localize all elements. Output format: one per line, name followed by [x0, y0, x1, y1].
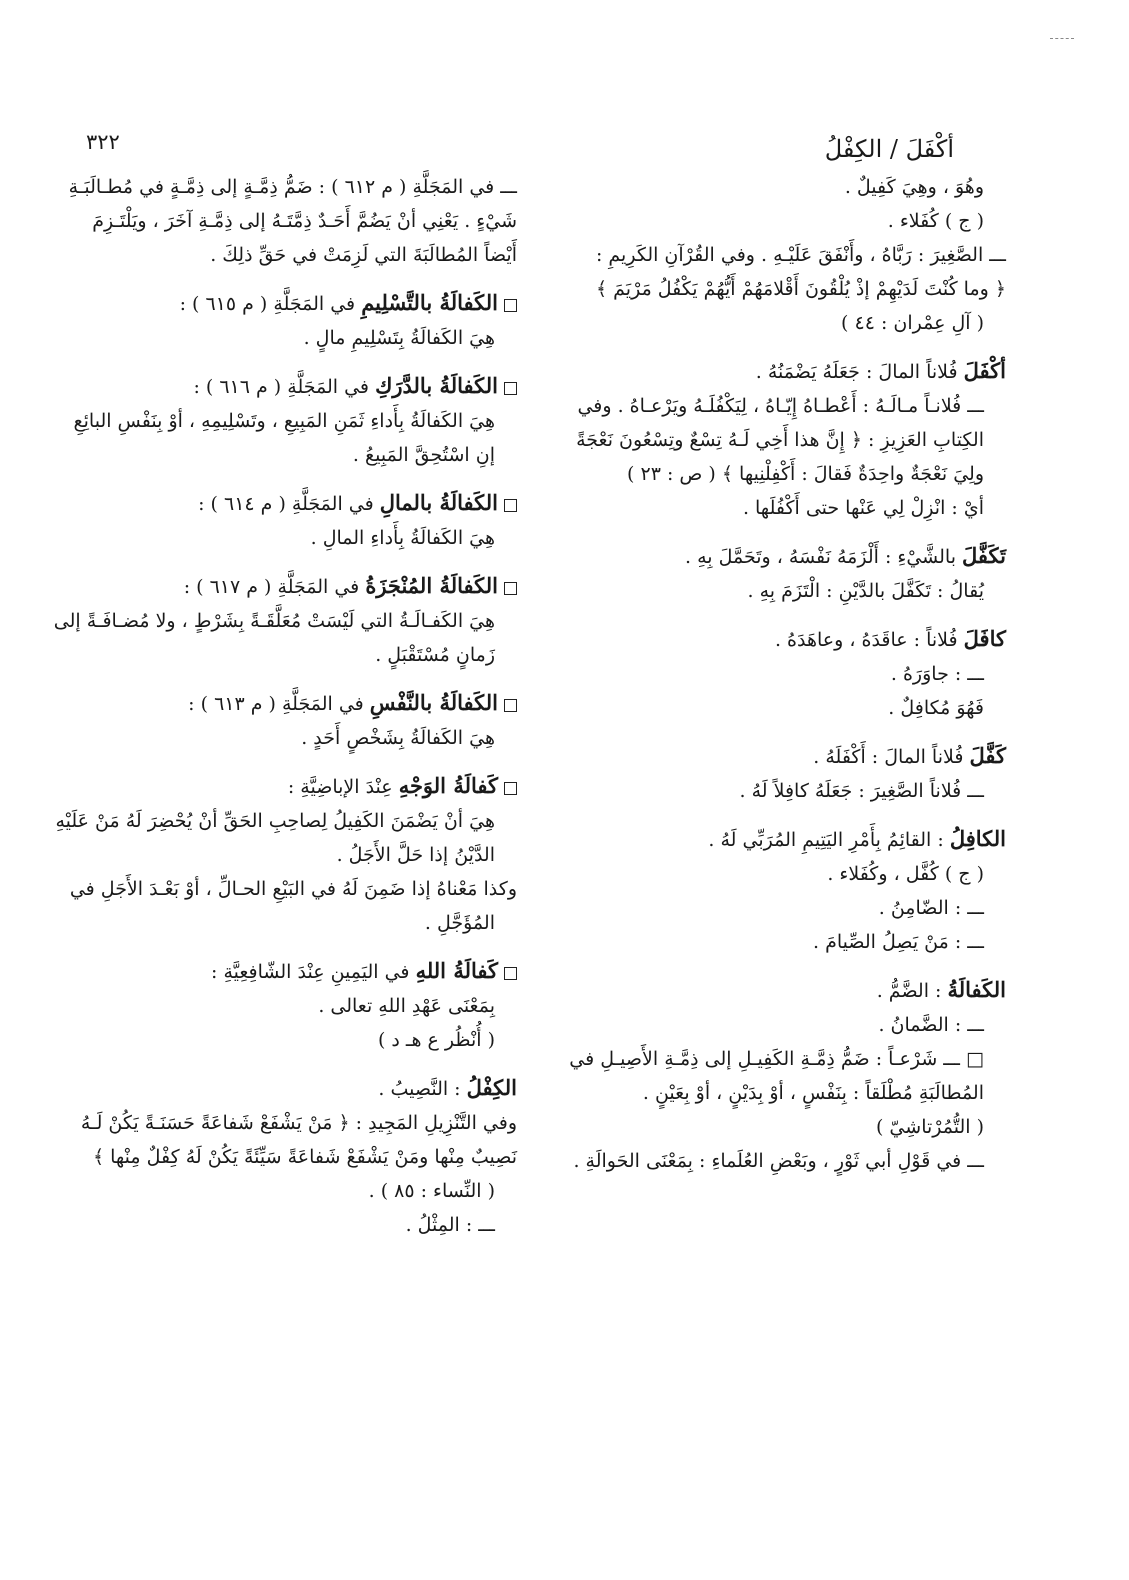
entry-line — [546, 973, 1006, 1008]
line-text: هِيَ أنْ يَضْمَنَ الكَفِيلُ لِصاحِبِ الحَقِّ أنْ يُحْضِرَ لَهُ مَنْ عَلَيْهِ — [55, 810, 495, 832]
entry-line — [47, 604, 517, 638]
line-text: ـــ : الضّامِنُ . — [878, 897, 984, 919]
line-text: أيْ : انْزِلْ لِي عَنْها حتى أَكْفُلَها . — [742, 497, 984, 519]
margin-mark — [1050, 38, 1074, 39]
line-text: في المَجَلَّةِ ( م ٦١٥ ) : — [179, 293, 356, 315]
line-text: : القائِمُ بِأَمْرِ اليَتِيمِ المُرَبِّي لَهُ . — [708, 829, 944, 851]
dictionary-entry — [546, 622, 1006, 725]
dictionary-entry — [546, 354, 1006, 525]
entry-line — [546, 491, 1006, 525]
entry-line — [546, 272, 1006, 306]
line-text: □ ـــ شَرْعـاً : ضَمُّ ذِمَّـةِ الكَفِيـلِ إلى ذِمَّـةِ الأَصِيـلِ في — [569, 1048, 984, 1070]
dictionary-entry — [546, 739, 1006, 808]
dictionary-entry — [546, 539, 1006, 608]
dictionary-entry — [47, 769, 517, 940]
entry-line — [546, 925, 1006, 959]
entry-line — [546, 657, 1006, 691]
entry-line — [47, 204, 517, 238]
entry-line — [47, 321, 517, 355]
line-text: ـــ فُلاناً الصَّغِيرَ : جَعَلَهُ كافِلاً لَهُ . — [739, 780, 984, 802]
headword: الكَفالَةُ بالتَّسْلِيمِ — [361, 290, 498, 315]
dictionary-entry — [47, 286, 517, 355]
entry-line — [546, 622, 1006, 657]
entry-line — [546, 891, 1006, 925]
line-text: ﴿ وما كُنْتَ لَدَيْهِمْ إذْ يُلْقُونَ أَقْلامَهُمْ أَيُّهُمْ يَكْفُلُ مَرْيَمَ ﴾ — [595, 278, 1006, 300]
entry-line — [546, 1042, 1006, 1076]
line-text: فُلاناً المالَ : جَعَلَهُ يَضْمَنُهُ . — [755, 361, 958, 383]
line-text: ( ج ) كُفَّل ، وكُفَلاء . — [827, 863, 984, 885]
entry-line — [47, 569, 517, 604]
line-text: وكذا مَعْناهُ إذا ضَمِنَ لَهُ في البَيْعِ الحـالِّ ، أوْ بَعْـدَ الأَجَلِ في — [69, 878, 517, 900]
line-text: ـــ : الضَّمانُ . — [878, 1014, 984, 1036]
headword: الكَفالَةُ بالنَّفْسِ — [369, 690, 498, 715]
entry-line — [546, 1144, 1006, 1178]
line-text: وفي التَّنْزِيلِ المَجِيدِ : ﴿ مَنْ يَشْفَعْ شَفاعَةً حَسَنَـةً يَكُنْ لَـهُ — [80, 1112, 517, 1134]
line-text: في المَجَلَّةِ ( م ٦١٦ ) : — [193, 376, 370, 398]
headword: الكَفالَةُ — [947, 977, 1006, 1002]
line-text: : النَّصِيبُ . — [378, 1078, 461, 1100]
line-text: أَيْضاً المُطالَبَةَ التي لَزِمَتْ في حَقِّ ذلِكَ . — [210, 244, 517, 266]
line-text: زَمانٍ مُسْتَقْبَلٍ . — [375, 644, 495, 666]
line-text: ـــ الصَّغِيرَ : رَبَّاهُ ، وأَنْفَقَ عَلَيْـهِ . وفي القُرْآنِ الكَرِيمِ : — [595, 244, 1006, 266]
square-bullet-icon — [504, 299, 517, 312]
entry-line — [546, 739, 1006, 774]
entry-line — [47, 838, 517, 872]
line-text: ـــ : مَنْ يَصِلُ الصِّيامَ . — [813, 931, 984, 953]
dictionary-entry — [47, 369, 517, 472]
line-text: ولِيَ نَعْجَةٌ واحِدَةٌ فَقالَ : أَكْفِلْنِيها ﴾ ( ص : ٢٣ ) — [627, 463, 984, 485]
entry-line — [47, 238, 517, 272]
entry-line — [47, 170, 517, 204]
line-text: وهُوَ ، وهِيَ كَفِيلٌ . — [844, 176, 984, 198]
entry-line — [47, 721, 517, 755]
line-text: فُلاناً : عاقَدَهُ ، وعاهَدَهُ . — [774, 629, 958, 651]
square-bullet-icon — [504, 699, 517, 712]
line-text: يُقالُ : تَكَفَّلَ بالدَّيْنِ : الْتَزَمَ بِهِ . — [747, 580, 984, 602]
headword: الكَفالَةُ المُنْجَزَةُ — [365, 573, 498, 598]
page-number: ٣٢٢ — [86, 130, 120, 154]
dictionary-entry — [546, 170, 1006, 340]
line-text: ـــ في قَوْلِ أبي ثَوْرٍ ، وبَعْضِ العُلَماءِ : بِمَعْنَى الحَوالَةِ . — [573, 1150, 984, 1172]
entry-line — [47, 954, 517, 989]
entry-line — [47, 486, 517, 521]
dictionary-entry — [47, 686, 517, 755]
entry-line — [546, 423, 1006, 457]
dictionary-entry — [47, 1071, 517, 1242]
line-text: المُؤَجَّلِ . — [424, 912, 495, 934]
dictionary-entry — [546, 973, 1006, 1178]
headword: الكَفالَةُ بالدَّرَكِ — [375, 373, 498, 398]
headword: الكافِلُ — [949, 826, 1006, 851]
headword: تَكَفَّلَ — [962, 543, 1006, 568]
entry-line — [47, 1208, 517, 1242]
line-text: في المَجَلَّةِ ( م ٦١٤ ) : — [198, 493, 374, 515]
line-text: شَيْءٍ . يَعْنِي أنْ يَضُمَّ أَحَـدٌ ذِمَّتَـهُ إلى ذِمَّـةِ آخَرَ ، ويَلْتَـزِمَ — [92, 210, 517, 232]
line-text: ( آلِ عِمْران : ٤٤ ) — [841, 312, 984, 334]
line-text: فَهُوَ مُكافِلٌ . — [888, 697, 984, 719]
entry-line — [546, 238, 1006, 272]
line-text: : الضَّمُّ . — [876, 980, 942, 1002]
line-text: الدَّيْنُ إذا حَلَّ الأَجَلُ . — [336, 844, 495, 866]
line-text: ( أُنْظُر ع هـ د ) — [377, 1029, 495, 1051]
entry-line — [546, 204, 1006, 238]
line-text: ـــ : المِثْلُ . — [405, 1214, 495, 1236]
headword: كَفالَةُ اللهِ — [415, 958, 498, 983]
line-text: ( التُّمُرْتاشِيّ ) — [875, 1116, 984, 1138]
line-text: ( النِّساء : ٨٥ ) . — [368, 1180, 495, 1202]
line-text: المُطالَبَةِ مُطْلَقاً : بِنَفْسٍ ، أوْ بِدَيْنٍ ، أوْ بِعَيْنٍ . — [642, 1082, 984, 1104]
headword: كَفَّلَ — [969, 743, 1006, 768]
entry-line — [546, 691, 1006, 725]
entry-line — [546, 1008, 1006, 1042]
entry-line — [47, 438, 517, 472]
dictionary-entry — [47, 954, 517, 1057]
entry-line — [47, 369, 517, 404]
entry-line — [47, 872, 517, 906]
line-text: فُلاناً المالَ : أَكْفَلَهُ . — [813, 746, 964, 768]
entry-line — [47, 1023, 517, 1057]
entry-line — [47, 286, 517, 321]
entry-line — [47, 638, 517, 672]
dictionary-entry — [47, 486, 517, 555]
left-column — [47, 170, 517, 1256]
entry-line — [47, 804, 517, 838]
entry-line — [47, 404, 517, 438]
headword: الكِفْلُ — [466, 1075, 517, 1100]
entry-line — [546, 774, 1006, 808]
square-bullet-icon — [504, 782, 517, 795]
entry-line — [47, 1106, 517, 1140]
entry-line — [546, 354, 1006, 389]
line-text: في اليَمِينِ عِنْدَ الشّافِعِيَّةِ : — [211, 961, 410, 983]
line-text: عِنْدَ الإباضِيَّةِ : — [287, 776, 393, 798]
entry-line — [546, 389, 1006, 423]
line-text: بالشَّيْءِ : أَلْزَمَهُ نَفْسَهُ ، وتَحَمَّلَ بِهِ . — [685, 546, 956, 568]
line-text: إنِ اسْتُحِقَّ المَبِيعُ . — [352, 444, 495, 466]
entry-line — [546, 539, 1006, 574]
line-text: نَصِيبٌ مِنْها ومَنْ يَشْفَعْ شَفاعَةً سَيِّئَةً يَكُنْ لَهُ كِفْلٌ مِنْها ﴾ — [92, 1146, 517, 1168]
headword: الكَفالَةُ بالمالِ — [379, 490, 498, 515]
dictionary-entry — [546, 822, 1006, 959]
entry-line — [546, 170, 1006, 204]
line-text: الكِتابِ العَزِيزِ : ﴿ إِنَّ هذا أَخِي لَـهُ تِسْعٌ وتِسْعُونَ نَعْجَةً — [576, 429, 984, 451]
headword: كَفالَةُ الوَجْهِ — [398, 773, 498, 798]
entry-line — [546, 574, 1006, 608]
right-column — [546, 170, 1006, 1192]
entry-line — [546, 1076, 1006, 1110]
line-text: ـــ : جاوَرَهُ . — [890, 663, 984, 685]
running-header: أكْفَلَ / الكِفْلُ — [824, 135, 954, 163]
square-bullet-icon — [504, 499, 517, 512]
entry-line — [47, 1140, 517, 1174]
entry-line — [546, 857, 1006, 891]
square-bullet-icon — [504, 967, 517, 980]
square-bullet-icon — [504, 582, 517, 595]
line-text: هِيَ الكَفالَةُ بِتَسْلِيمِ مالٍ . — [303, 327, 495, 349]
square-bullet-icon — [504, 382, 517, 395]
headword: كافَلَ — [963, 626, 1006, 651]
line-text: هِيَ الكَفالَةُ بِأَداءِ ثَمَنِ المَبِيعِ ، وتَسْلِيمِهِ ، أوْ بِنَفْسِ البائِعِ — [73, 410, 495, 432]
entry-line — [47, 521, 517, 555]
entry-line — [47, 769, 517, 804]
line-text: ـــ في المَجَلَّةِ ( م ٦١٢ ) : ضَمُّ ذِمَّـةٍ إلى ذِمَّـةٍ في مُطـالَبَـةِ — [68, 176, 517, 198]
headword: أكْفَلَ — [963, 358, 1006, 383]
line-text: ـــ فُلانـاً مـالَـهُ : أَعْطـاهُ إِيّـاهُ ، لِيَكْفُلَـهُ ويَرْعـاهُ . وفي — [577, 395, 984, 417]
dictionary-entry — [47, 170, 517, 272]
entry-line — [546, 457, 1006, 491]
entry-line — [47, 1174, 517, 1208]
dictionary-entry — [47, 569, 517, 672]
line-text: في المَجَلَّةِ ( م ٦١٧ ) : — [183, 576, 360, 598]
entry-line — [47, 686, 517, 721]
entry-line — [546, 306, 1006, 340]
entry-line — [47, 989, 517, 1023]
entry-line — [546, 1110, 1006, 1144]
entry-line — [47, 1071, 517, 1106]
line-text: ( ج ) كُفَلاء . — [887, 210, 984, 232]
line-text: في المَجَلَّةِ ( م ٦١٣ ) : — [188, 693, 364, 715]
line-text: بِمَعْنَى عَهْدِ اللهِ تعالى . — [318, 995, 495, 1017]
entry-line — [47, 906, 517, 940]
line-text: هِيَ الكَفالَةُ بِأَداءِ المالِ . — [310, 527, 495, 549]
line-text: هِيَ الكَفالَةُ بِشَخْصٍ أَحَدٍ . — [301, 727, 495, 749]
entry-line — [546, 822, 1006, 857]
line-text: هِيَ الكَفـالَـةُ التي لَيْسَتْ مُعَلَّقَـةً بِشَرْطٍ ، ولا مُضـافَـةً إلى — [53, 610, 495, 632]
